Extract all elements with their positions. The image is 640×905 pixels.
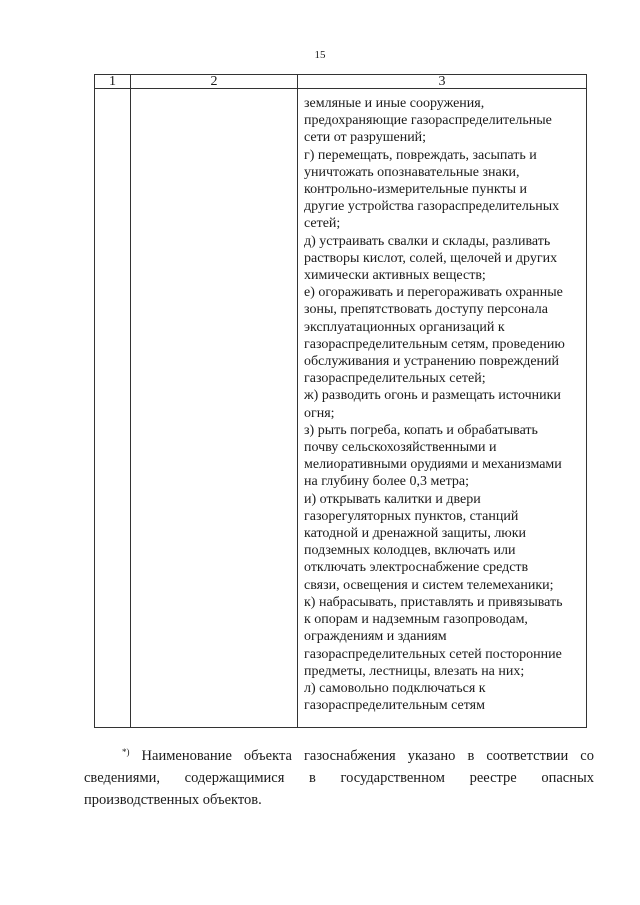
page-number: 15 xyxy=(314,49,326,61)
column-3-line: сетей; xyxy=(304,216,341,232)
column-3-line: предохраняющие газораспределительные xyxy=(304,113,552,129)
column-3-line: д) устраивать свалки и склады, разливать xyxy=(304,233,551,249)
column-3-line: к опорам и надземным газопроводам, xyxy=(304,612,528,628)
column-header-3: 3 xyxy=(298,75,587,89)
column-3-line: отключать электроснабжение средств xyxy=(304,560,529,576)
column-2-cell xyxy=(131,89,298,728)
column-3-line: мелиоративными орудиями и механизмами xyxy=(304,457,562,473)
column-3-line: г) перемещать, повреждать, засыпать и xyxy=(304,147,537,163)
column-3-line: на глубину более 0,3 метра; xyxy=(304,474,469,490)
column-3-line: сети от разрушений; xyxy=(304,130,427,146)
column-3-line: эксплуатационных организаций к xyxy=(304,319,505,335)
column-3-line: ограждениям и зданиям xyxy=(304,629,447,645)
footnote xyxy=(84,741,594,811)
column-3-line: земляные и иные сооружения, xyxy=(304,96,485,111)
column-3-cell xyxy=(298,89,587,728)
column-3-line: другие устройства газораспределительных xyxy=(304,199,560,215)
footnote-line xyxy=(84,741,594,767)
column-header-2: 2 xyxy=(131,75,298,89)
column-1-cell xyxy=(95,89,131,728)
footnote-line: сведениями, содержащимися в государственном реестре опасных xyxy=(84,770,594,786)
footnote-text: Наименование объекта газоснабжения указано в соответствии со xyxy=(141,748,594,764)
table-row xyxy=(95,89,587,728)
table-header-row xyxy=(95,75,587,89)
column-3-line: подземных колодцев, включать или xyxy=(304,543,516,559)
column-3-line: газораспределительных сетей посторонние xyxy=(304,646,562,662)
column-3-line: растворы кислот, солей, щелочей и других xyxy=(304,250,558,266)
column-3-line: обслуживания и устранению повреждений xyxy=(304,354,560,370)
column-3-line: е) огораживать и перегораживать охранные xyxy=(304,285,563,301)
column-3-line: почву сельскохозяйственными и xyxy=(304,440,497,456)
footnote-marker: *) xyxy=(122,747,130,757)
column-3-line: ж) разводить огонь и размещать источники xyxy=(304,388,561,404)
column-header-1: 1 xyxy=(95,75,131,89)
column-3-line: химически активных веществ; xyxy=(304,268,486,284)
column-3-line: к) набрасывать, приставлять и привязывать xyxy=(304,594,563,610)
column-3-line: катодной и дренажной защиты, люки xyxy=(304,526,527,542)
column-3-line: газорегуляторных пунктов, станций xyxy=(304,508,519,524)
column-3-line: газораспределительным сетям, проведению xyxy=(304,336,565,352)
column-3-line: зоны, препятствовать доступу персонала xyxy=(304,302,548,318)
column-3-line: и) открывать калитки и двери xyxy=(304,491,481,507)
column-3-line: огня; xyxy=(304,405,335,421)
column-3-line: предметы, лестницы, влезать на них; xyxy=(304,663,525,679)
document-table xyxy=(94,74,587,728)
column-3-line: з) рыть погреба, копать и обрабатывать xyxy=(304,422,538,438)
column-3-line: контрольно-измерительные пункты и xyxy=(304,182,528,198)
column-3-line: газораспределительных сетей; xyxy=(304,371,486,387)
footnote-line: производственных объектов. xyxy=(84,792,262,808)
column-3-line: уничтожать опознавательные знаки, xyxy=(304,164,520,180)
column-3-line: связи, освещения и систем телемеханики; xyxy=(304,577,554,593)
column-3-line: л) самовольно подключаться к xyxy=(304,680,486,696)
column-3-line: газораспределительным сетям xyxy=(304,698,485,714)
